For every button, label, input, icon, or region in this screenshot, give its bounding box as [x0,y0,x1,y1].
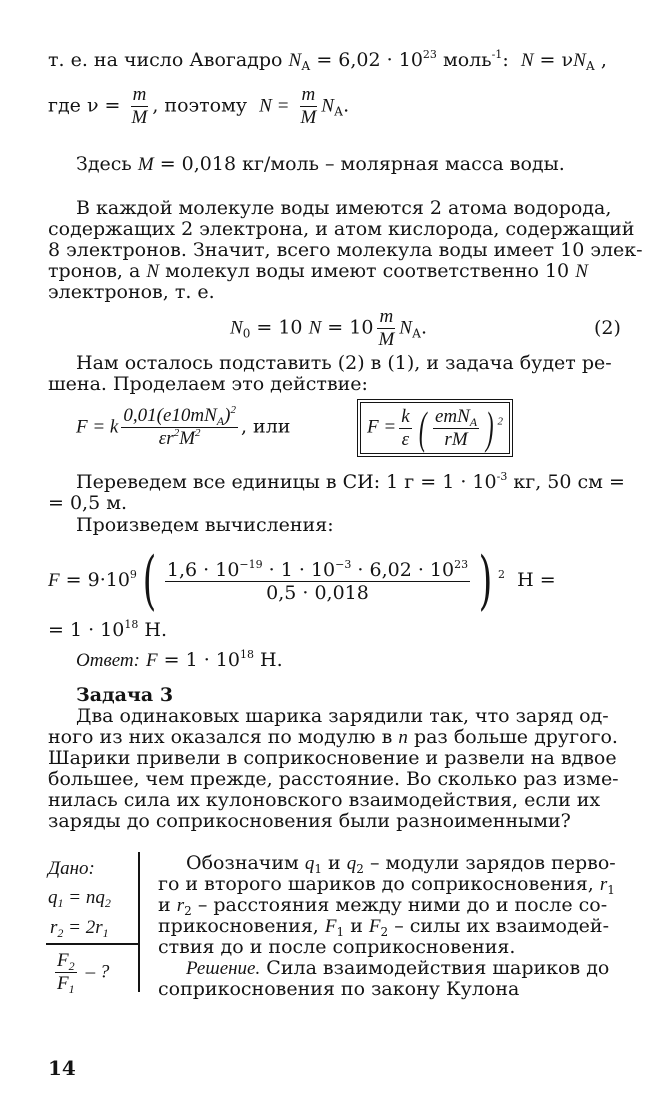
solution-line5: ствия до и после соприкосновения. [158,936,516,958]
solution-line7: соприкосновения по закону Кулона [158,978,520,1000]
answer: Ответ: $F = 1 \cdot 10^{18}$ Н. [76,648,283,671]
formula-F: F = k $\frac{0,01(e10mN_A)^2}{\varepsilon r^2M^2}$ , или [76,404,291,449]
given-divider [46,943,138,945]
para1-line5: электронов, т. е. [48,281,215,303]
para2-line1: Нам осталось подставить (2) в (1), и задача будет ре- [76,352,612,374]
equation-2: $N_0 = 10$ N = 10 $\frac{m}{M}$ $N_А$. [230,306,428,350]
para1-line1: В каждой молекуле воды имеются 2 атома водорода, [76,197,612,219]
para1-line2: содержащих 2 электрона, и атом кислорода, содержащий [48,218,635,240]
solution-line6: Решение. Сила взаимодействия шариков до [186,957,610,979]
calculation: $F = 9\cdot 10^9$( $\frac{1,6 \cdot 10^{-19} \cdot 1 \cdot 10^{-3} \cdot 6,02 \cdot 10^{23}}{0,5 \cdot 0,018}$ ) $^2$ Н = [48,544,556,618]
equation-number: (2) [594,317,621,339]
task3-line5: нилась сила их кулоновского взаимодействия, если их [48,789,601,811]
formula-F-boxed: F = $\frac{k}{\varepsilon}$ ( $\frac{emN_A}{rM}$ ) $^2$ [360,402,510,454]
para1-line3: 8 электронов. Значит, всего молекула воды имеет 10 элек- [48,239,643,261]
given-q1: $q_1 = nq_2$ [48,887,111,910]
para1-line4: тронов, а N молекул воды имеют соответственно 10 N [48,260,588,282]
given-r2: $r_2 = 2r_1$ [50,917,109,940]
task3-line2: ного из них оказался по модулю в n раз больше другого. [48,726,618,748]
given-label: Дано: [48,858,95,879]
text-line-molar-mass: Здесь M = 0,018 кг/моль – молярная масса воды. [76,153,565,175]
para4: Произведем вычисления: [76,514,334,536]
text-line-avogadro: т. е. на число Авогадро $N_А = 6,02 \cdot 10^{23}$ моль$^{-1}$: $N = \nu N_А$ , [48,48,607,73]
calculation-result: = $1 \cdot 10^{18}$ Н. [48,618,167,641]
para3-line1: Переведем все единицы в СИ: 1 $г = 1 \cdot 10^{-3}$ кг, 50 см = [76,470,625,493]
solution-line2: го и второго шариков до соприкосновения, $r_1$ [158,873,615,897]
task3-line1: Два одинаковых шарика зарядили так, что заряд од- [76,705,609,727]
para2-line2: шена. Проделаем это действие: [48,373,368,395]
given-separator [138,852,140,992]
para3-line2: = 0,5 м. [48,492,128,514]
solution-line3: и $r_2$ – расстояния между ними до и после со- [158,894,608,918]
given-unknown: $\frac{F_2}{F_1}$ – ? [57,950,110,996]
task3-line6: заряды до соприкосновения были разноименными? [48,810,571,832]
task3-title: Задача 3 [76,684,174,706]
page-number: 14 [48,1056,76,1080]
task3-line3: Шарики привели в соприкосновение и развели на вдвое [48,747,617,769]
task3-line4: большее, чем прежде, расстояние. Во сколько раз изме- [48,768,619,790]
solution-line1: Обозначим $q_1$ и $q_2$ – модули зарядов перво- [186,852,616,876]
solution-line4: прикосновения, $F_1$ и $F_2$ – силы их взаимодей- [158,915,609,939]
text-line-nu: где ν = $\frac{m}{M}$ , поэтому N = $\frac{m}{M}$ $N_А$. [48,84,350,128]
